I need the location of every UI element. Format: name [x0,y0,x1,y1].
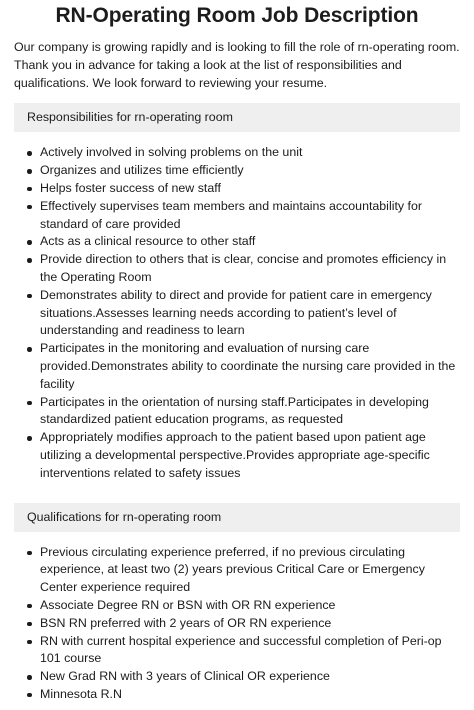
list-item: Previous circulating experience preferred, if no previous circulating experience, at least two (2) years previous Critical Care or Emergency Center experience required [40,544,460,597]
list-item: Associate Degree RN or BSN with OR RN experience [40,597,460,615]
list-item: Participates in the orientation of nursing staff.Participates in developing standardized patient education programs, as requested [40,394,460,430]
list-item: Organizes and utilizes time efficiently [40,162,460,180]
responsibilities-heading: Responsibilities for rn-operating room [14,103,460,132]
list-item: Effectively supervises team members and maintains accountability for standard of care provided [40,198,460,234]
list-item: Minnesota R.N [40,686,460,704]
responsibilities-list [14,144,460,482]
list-item: Appropriately modifies approach to the patient based upon patient age utilizing a developmental perspective.Provides appropriate age-specific interventions related to safety issues [40,429,460,482]
qualifications-list [14,544,460,704]
list-item: Helps foster success of new staff [40,180,460,198]
list-item: Acts as a clinical resource to other staff [40,233,460,251]
intro-paragraph: Our company is growing rapidly and is looking to fill the role of rn-operating room. Thank you in advance for taking a look at the list of responsibilities and qualifications. We look forward to reviewing your resume. [14,40,460,90]
list-item: Provide direction to others that is clear, concise and promotes efficiency in the Operating Room [40,251,460,287]
page-title: RN-Operating Room Job Description [55,4,419,27]
list-item: Demonstrates ability to direct and provide for patient care in emergency situations.Assesses learning needs according to patient’s level of understanding and readiness to learn [40,287,460,340]
qualifications-heading: Qualifications for rn-operating room [14,503,460,532]
list-item: Participates in the monitoring and evaluation of nursing care provided.Demonstrates ability to coordinate the nursing care provided in the facility [40,340,460,393]
list-item: BSN RN preferred with 2 years of OR RN experience [40,615,460,633]
list-item: New Grad RN with 3 years of Clinical OR experience [40,668,460,686]
list-item: RN with current hospital experience and successful completion of Peri-op 101 course [40,633,460,669]
list-item: Actively involved in solving problems on the unit [40,144,460,162]
